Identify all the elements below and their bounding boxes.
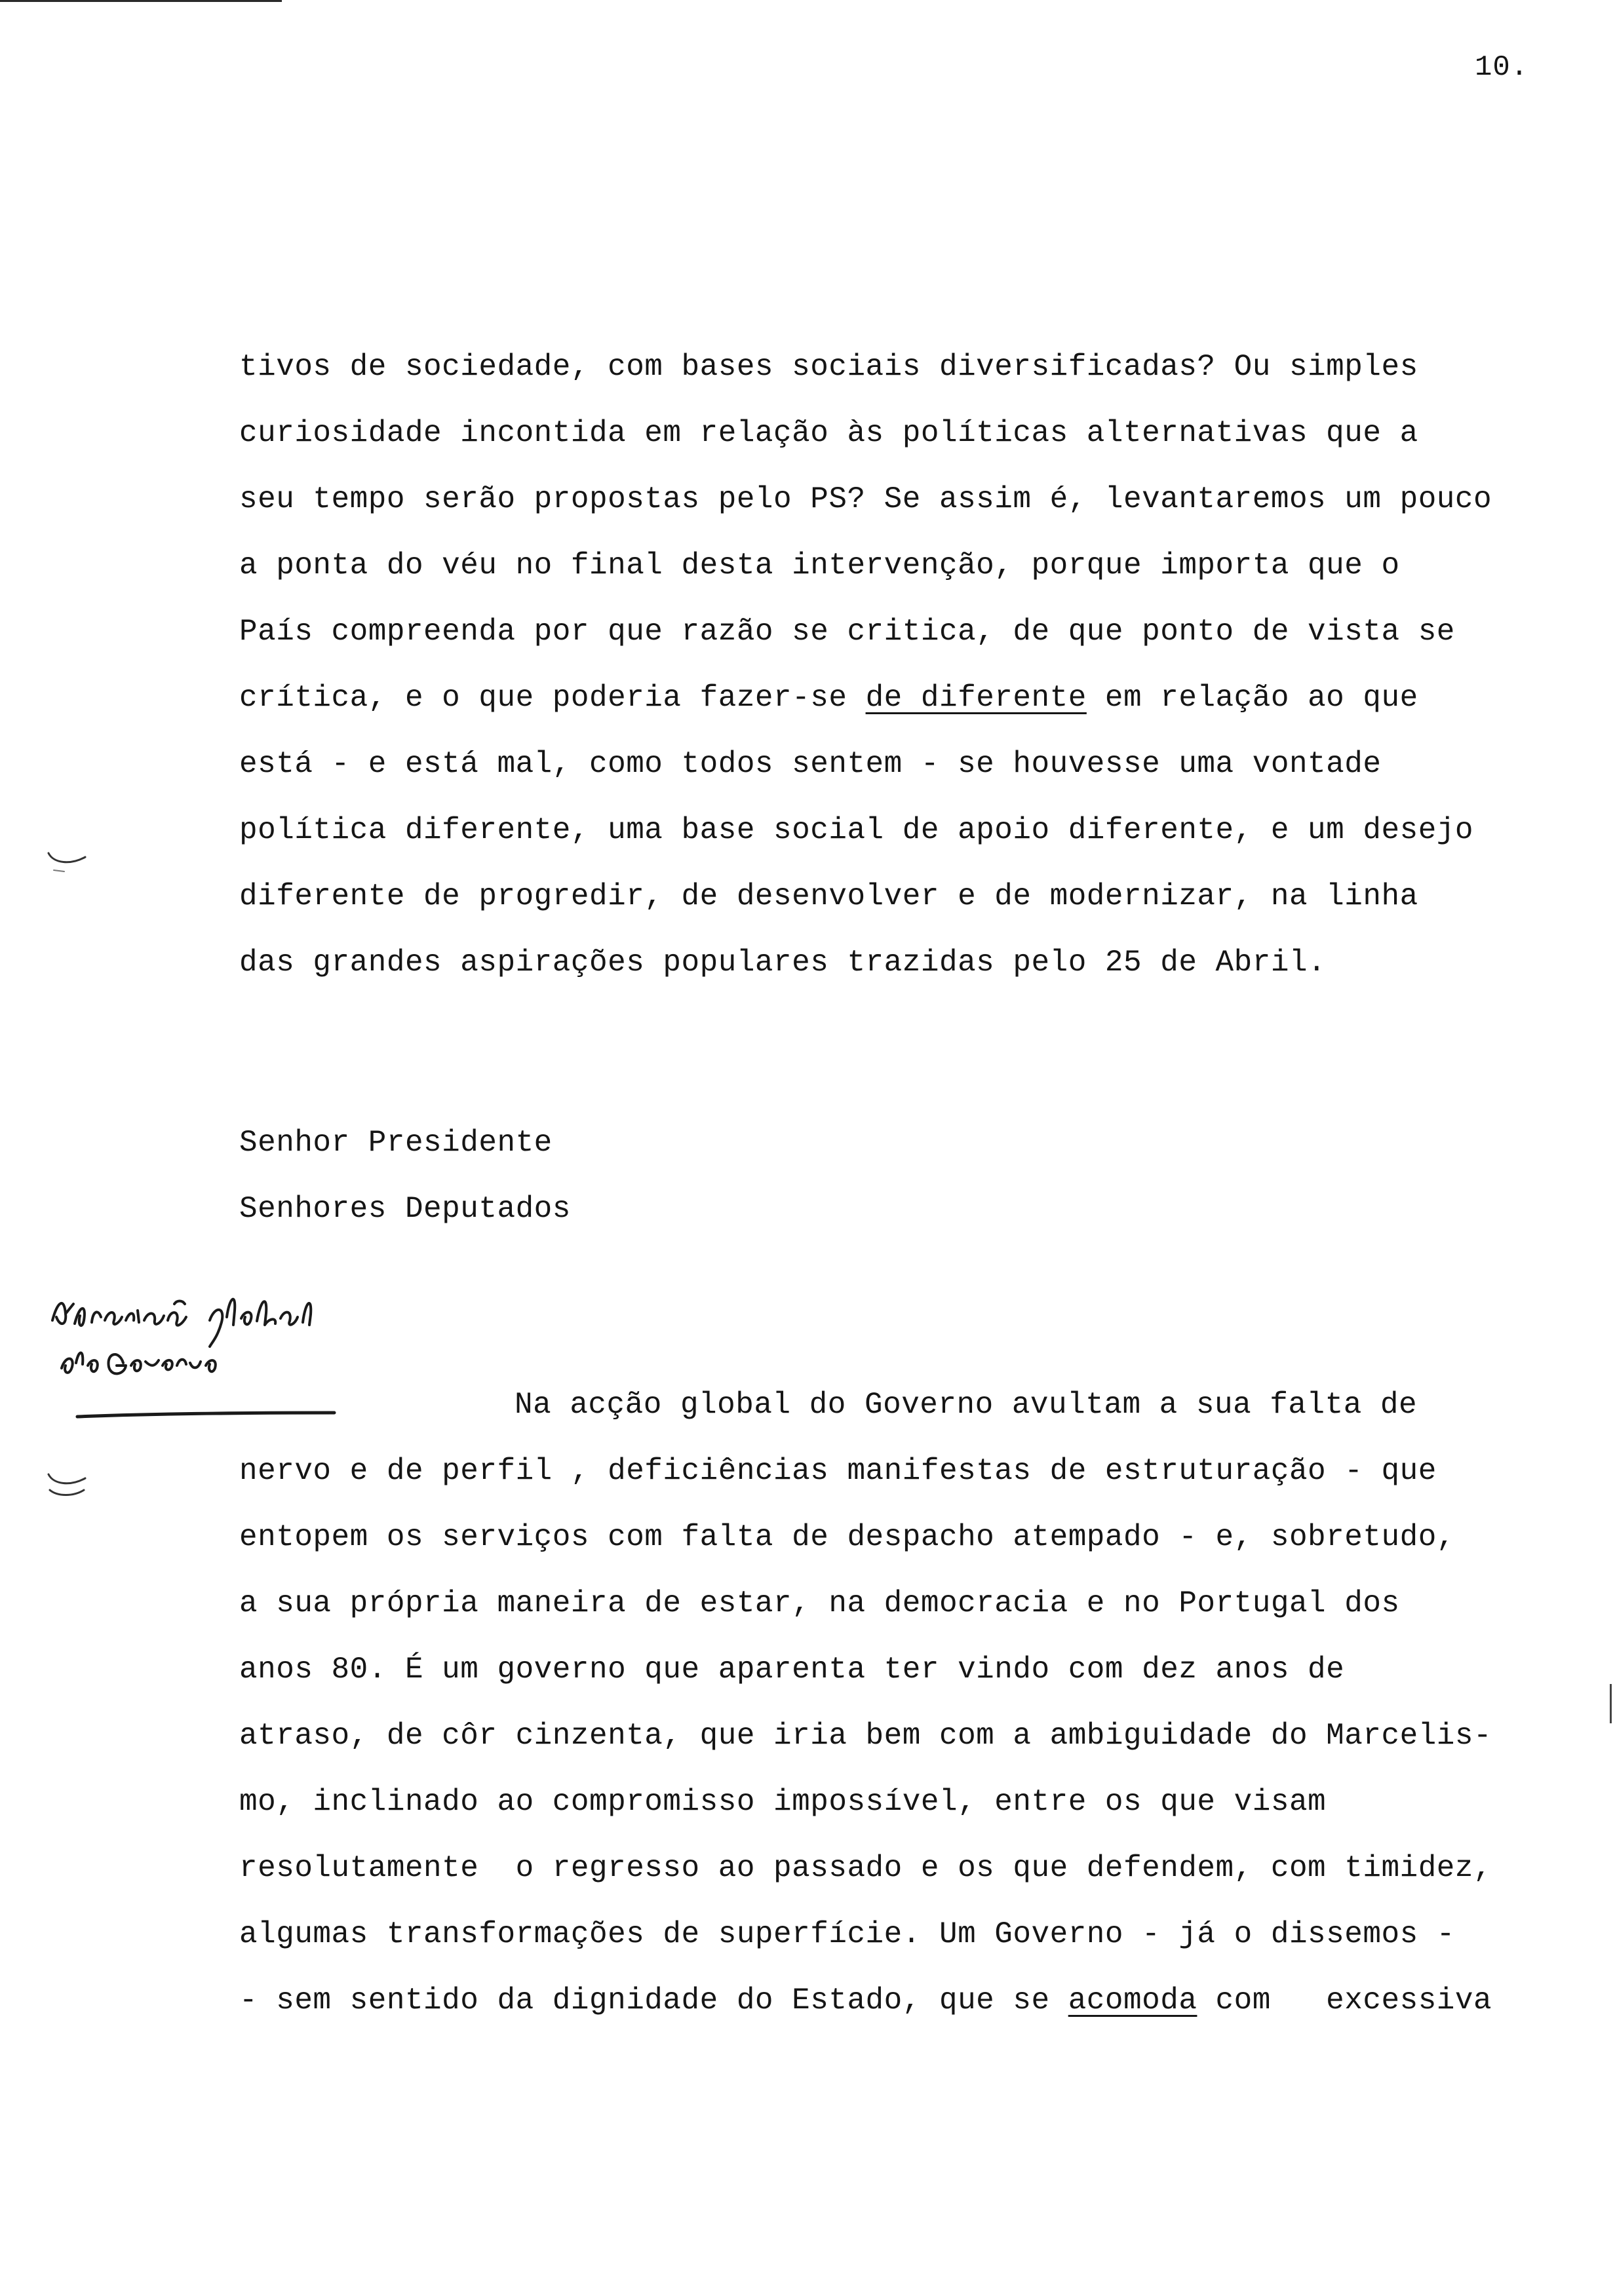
margin-tick-mark: [45, 1468, 90, 1501]
text-line: a sua própria maneira de estar, na democracia e no Portugal dos: [239, 1586, 1400, 1620]
text-run: em relação ao que: [1086, 681, 1418, 715]
underlined-phrase: de diferente: [865, 681, 1087, 715]
text-line: [239, 1968, 1589, 2034]
paragraph-2: [239, 1372, 1589, 2034]
salutation-line: Senhores Deputados: [239, 1192, 571, 1226]
underlined-phrase: acomoda: [1068, 1983, 1197, 2018]
page-number: 10.: [1475, 51, 1529, 84]
text-line: atraso, de côr cinzenta, que iria bem com a ambiguidade do Marcelis-: [239, 1719, 1492, 1753]
text-line: das grandes aspirações populares trazidas pelo 25 de Abril.: [239, 946, 1327, 980]
margin-tick-mark: [45, 845, 90, 878]
text-line: País compreenda por que razão se critica, de que ponto de vista se: [239, 615, 1455, 649]
text-line: mo, inclinado ao compromisso impossível, entre os que visam: [239, 1785, 1327, 1819]
text-line: a ponta do véu no final desta intervenção, porque importa que o: [239, 548, 1400, 583]
text-line: anos 80. É um governo que aparenta ter vindo com dez anos de: [239, 1653, 1345, 1687]
salutation-line: Senhor Presidente: [239, 1126, 553, 1160]
text-run: com excessiva: [1197, 1983, 1492, 2018]
text-line: tivos de sociedade, com bases sociais diversificadas? Ou simples: [239, 350, 1418, 384]
text-line: resolutamente o regresso ao passado e os que defendem, com timidez,: [239, 1851, 1492, 1885]
paragraph-1: [239, 334, 1589, 996]
text-line: Na acção global do Governo avultam a sua falta de: [515, 1388, 1418, 1422]
text-line: diferente de progredir, de desenvolver e de modernizar, na linha: [239, 879, 1418, 913]
text-line: política diferente, uma base social de apoio diferente, e um desejo: [239, 813, 1474, 847]
top-rule: [0, 0, 282, 2]
text-line: [239, 665, 1589, 731]
text-line: está - e está mal, como todos sentem - se houvesse uma vontade: [239, 747, 1382, 781]
text-line: seu tempo serão propostas pelo PS? Se assim é, levantaremos um pouco: [239, 482, 1492, 516]
edge-mark: [1610, 1684, 1612, 1723]
text-run: crítica, e o que poderia fazer-se: [239, 681, 866, 715]
salutation: [239, 1110, 1222, 1242]
text-line: nervo e de perfil , deficiências manifestas de estruturação - que: [239, 1454, 1437, 1488]
text-line: entopem os serviços com falta de despacho atempado - e, sobretudo,: [239, 1520, 1455, 1554]
text-line: algumas transformações de superfície. Um Governo - já o dissemos -: [239, 1917, 1455, 1951]
text-run: - sem sentido da dignidade do Estado, que se: [239, 1983, 1068, 2018]
text-line: curiosidade incontida em relação às políticas alternativas que a: [239, 416, 1418, 450]
